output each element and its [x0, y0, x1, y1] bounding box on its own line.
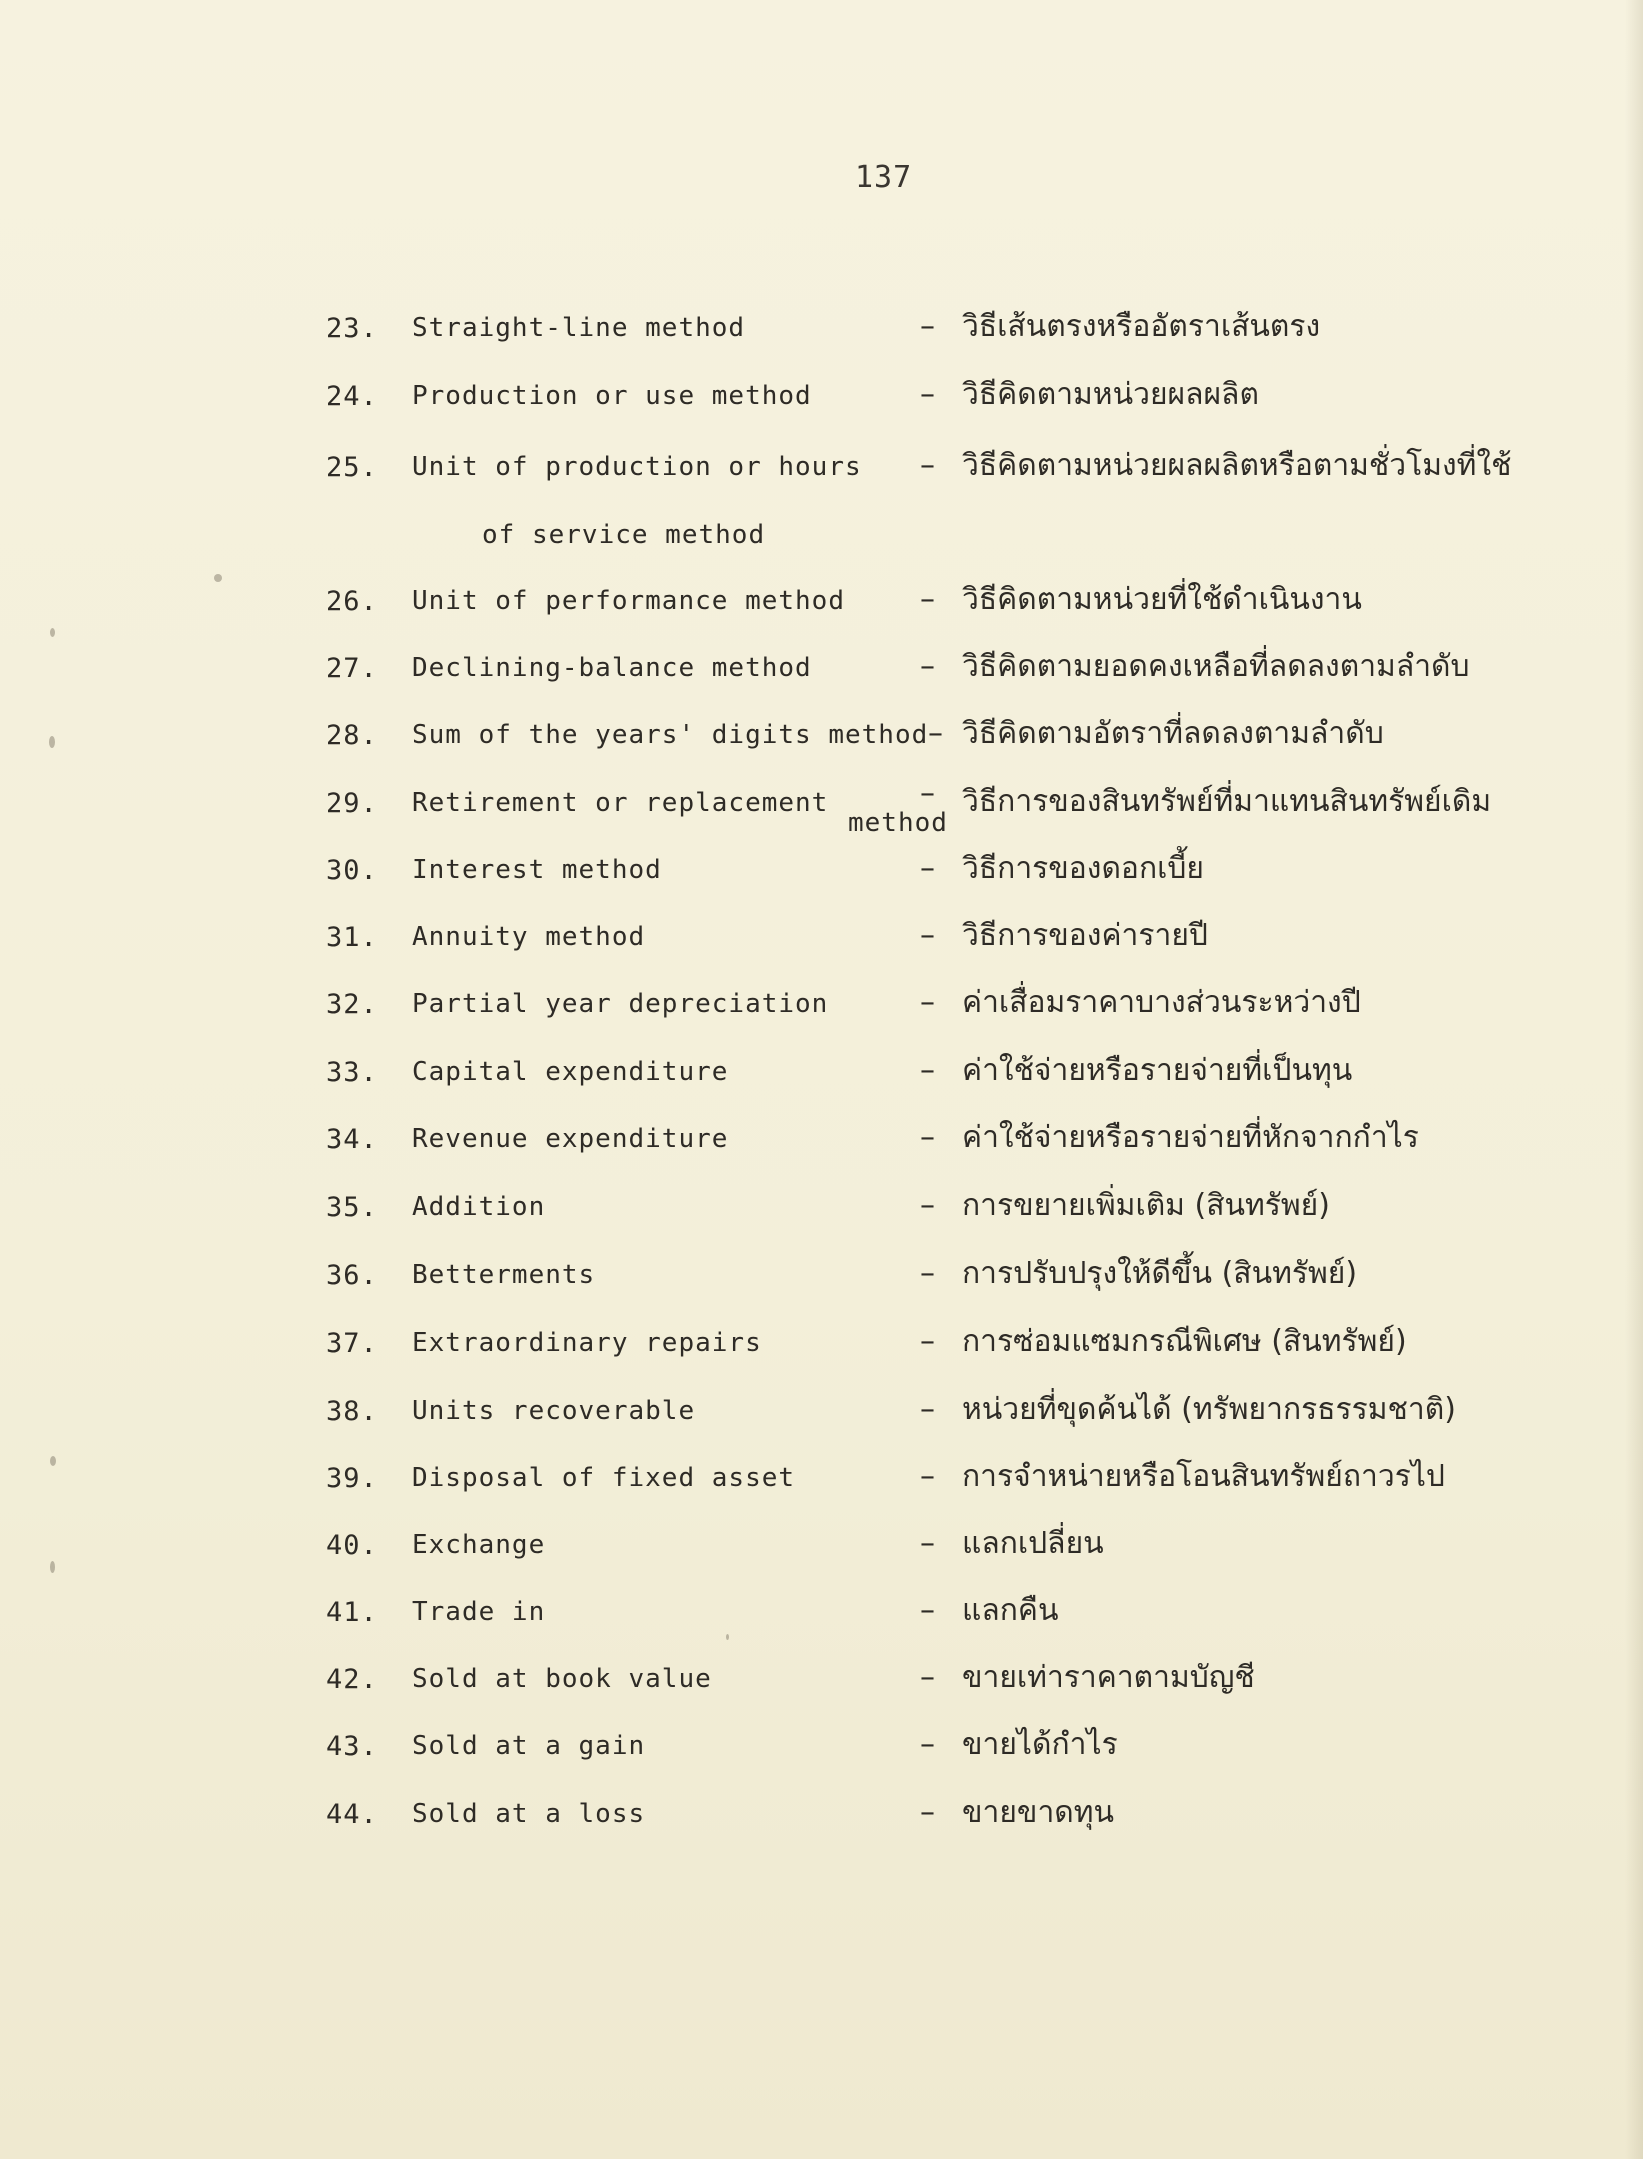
entry-thai-translation: การจำหน่ายหรือโอนสินทรัพย์ถาวรไป	[962, 1459, 1445, 1494]
dash-separator: –	[920, 851, 935, 886]
entry-term: Exchange	[412, 1530, 546, 1560]
entry-term: Revenue expenditure	[412, 1124, 729, 1154]
entry-number: 33.	[326, 1057, 378, 1088]
glossary-entry	[0, 1256, 1643, 1320]
paper-speck	[726, 1634, 729, 1640]
glossary-entry	[0, 1053, 1643, 1117]
entry-number: 31.	[326, 922, 378, 953]
entry-thai-translation: ขายขาดทุน	[962, 1795, 1115, 1830]
dash-separator: –	[920, 448, 935, 483]
dash-separator: –	[920, 776, 935, 811]
entry-term: Sold at a loss	[412, 1799, 646, 1829]
glossary-entry	[0, 309, 1643, 373]
dash-separator: –	[920, 1053, 935, 1088]
entry-number: 34.	[326, 1124, 378, 1155]
dash-separator: –	[920, 309, 935, 344]
entry-thai-translation: วิธีคิดตามหน่วยผลผลิตหรือตามชั่วโมงที่ใช้	[962, 448, 1512, 483]
paper-speck	[214, 574, 222, 582]
entry-term: Interest method	[412, 855, 662, 885]
glossary-entry	[0, 716, 1643, 780]
entry-term: Unit of performance method	[412, 586, 845, 616]
dash-separator: –	[920, 1256, 935, 1291]
glossary-entry	[0, 918, 1643, 982]
glossary-entry	[0, 1459, 1643, 1523]
dash-separator: –	[920, 1727, 935, 1762]
glossary-entry	[0, 1660, 1643, 1724]
entry-number: 39.	[326, 1463, 378, 1494]
paper-speck	[50, 628, 55, 637]
dash-separator: –	[920, 649, 935, 684]
glossary-entry	[0, 776, 1643, 858]
entry-thai-translation: วิธีการของดอกเบี้ย	[962, 851, 1204, 886]
dash-separator: –	[920, 1120, 935, 1155]
entry-term-wrapped-word: method	[848, 808, 948, 838]
dash-separator: –	[928, 716, 943, 751]
glossary-entry	[0, 649, 1643, 713]
entry-thai-translation: วิธีคิดตามอัตราที่ลดลงตามลำดับ	[962, 716, 1384, 751]
paper-speck	[50, 1456, 56, 1466]
glossary-entry	[0, 448, 1643, 582]
entry-term: Extraordinary repairs	[412, 1328, 762, 1358]
entry-term: Straight-line method	[412, 313, 746, 343]
entry-number: 38.	[326, 1396, 378, 1427]
entry-number: 25.	[326, 452, 378, 483]
entry-thai-translation: การขยายเพิ่มเติม (สินทรัพย์)	[962, 1188, 1330, 1223]
paper-speck	[50, 1561, 55, 1573]
entry-thai-translation: การปรับปรุงให้ดีขึ้น (สินทรัพย์)	[962, 1256, 1358, 1291]
glossary-entry	[0, 1795, 1643, 1859]
entry-number: 27.	[326, 653, 378, 684]
entry-term: Annuity method	[412, 922, 646, 952]
dash-separator: –	[920, 1593, 935, 1628]
entry-thai-translation: ค่าเสื่อมราคาบางส่วนระหว่างปี	[962, 985, 1361, 1020]
dash-separator: –	[920, 1459, 935, 1494]
glossary-entry	[0, 1392, 1643, 1456]
entry-thai-translation: วิธีการของสินทรัพย์ที่มาแทนสินทรัพย์เดิม	[962, 784, 1492, 819]
entry-term: Declining-balance method	[412, 653, 812, 683]
glossary-entry	[0, 1727, 1643, 1791]
entry-thai-translation: ค่าใช้จ่ายหรือรายจ่ายที่หักจากกำไร	[962, 1120, 1419, 1155]
entry-thai-translation: หน่วยที่ขุดค้นได้ (ทรัพยากรธรรมชาติ)	[962, 1392, 1456, 1427]
glossary-entry	[0, 1324, 1643, 1388]
entry-number: 23.	[326, 313, 378, 344]
entry-term-continuation: of service method	[482, 520, 766, 550]
dash-separator: –	[920, 1795, 935, 1830]
entry-thai-translation: การซ่อมแซมกรณีพิเศษ (สินทรัพย์)	[962, 1324, 1407, 1359]
entry-number: 43.	[326, 1731, 378, 1762]
entry-number: 37.	[326, 1328, 378, 1359]
entry-term: Trade in	[412, 1597, 546, 1627]
entry-number: 35.	[326, 1192, 378, 1223]
entry-number: 24.	[326, 381, 378, 412]
dash-separator: –	[920, 918, 935, 953]
glossary-entry	[0, 851, 1643, 915]
entry-term: Disposal of fixed asset	[412, 1463, 796, 1493]
dash-separator: –	[920, 582, 935, 617]
entry-thai-translation: วิธีคิดตามหน่วยผลผลิต	[962, 377, 1259, 412]
entry-thai-translation: แลกคืน	[962, 1593, 1059, 1628]
dash-separator: –	[920, 1526, 935, 1561]
entry-number: 42.	[326, 1664, 378, 1695]
glossary-entry	[0, 1188, 1643, 1252]
entry-term: Partial year depreciation	[412, 989, 829, 1019]
entry-number: 44.	[326, 1799, 378, 1830]
entry-number: 28.	[326, 720, 378, 751]
entry-term: Capital expenditure	[412, 1057, 729, 1087]
glossary-entry	[0, 985, 1643, 1049]
entry-thai-translation: ขายได้กำไร	[962, 1727, 1118, 1762]
entry-term: Retirement or replacement	[412, 788, 829, 818]
dash-separator: –	[920, 1660, 935, 1695]
dash-separator: –	[920, 985, 935, 1020]
dash-separator: –	[920, 377, 935, 412]
entry-thai-translation: วิธีคิดตามหน่วยที่ใช้ดำเนินงาน	[962, 582, 1362, 617]
entry-number: 26.	[326, 586, 378, 617]
entry-term: Units recoverable	[412, 1396, 696, 1426]
entry-thai-translation: ขายเท่าราคาตามบัญชี	[962, 1660, 1255, 1695]
entry-number: 41.	[326, 1597, 378, 1628]
entry-number: 40.	[326, 1530, 378, 1561]
glossary-entry	[0, 1120, 1643, 1184]
entry-thai-translation: วิธีการของค่ารายปี	[962, 918, 1208, 953]
entry-thai-translation: ค่าใช้จ่ายหรือรายจ่ายที่เป็นทุน	[962, 1053, 1353, 1088]
entry-term: Production or use method	[412, 381, 812, 411]
entry-thai-translation: วิธีเส้นตรงหรืออัตราเส้นตรง	[962, 309, 1321, 344]
glossary-entry	[0, 582, 1643, 646]
dash-separator: –	[920, 1392, 935, 1427]
glossary-entry	[0, 1526, 1643, 1590]
entry-term: Unit of production or hours	[412, 452, 862, 482]
dash-separator: –	[920, 1188, 935, 1223]
entry-term: Sold at book value	[412, 1664, 712, 1694]
glossary-entry	[0, 1593, 1643, 1657]
entry-thai-translation: วิธีคิดตามยอดคงเหลือที่ลดลงตามลำดับ	[962, 649, 1470, 684]
entry-thai-translation: แลกเปลี่ยน	[962, 1526, 1104, 1561]
page-number: 137	[855, 160, 913, 195]
dash-separator: –	[920, 1324, 935, 1359]
entry-term: Betterments	[412, 1260, 596, 1290]
entry-number: 36.	[326, 1260, 378, 1291]
paper-speck	[49, 736, 55, 748]
entry-number: 30.	[326, 855, 378, 886]
entry-number: 32.	[326, 989, 378, 1020]
glossary-entry	[0, 377, 1643, 441]
entry-term: Sold at a gain	[412, 1731, 646, 1761]
entry-number: 29.	[326, 788, 378, 819]
entry-term: Addition	[412, 1192, 546, 1222]
entry-term: Sum of the years' digits method	[412, 720, 929, 750]
